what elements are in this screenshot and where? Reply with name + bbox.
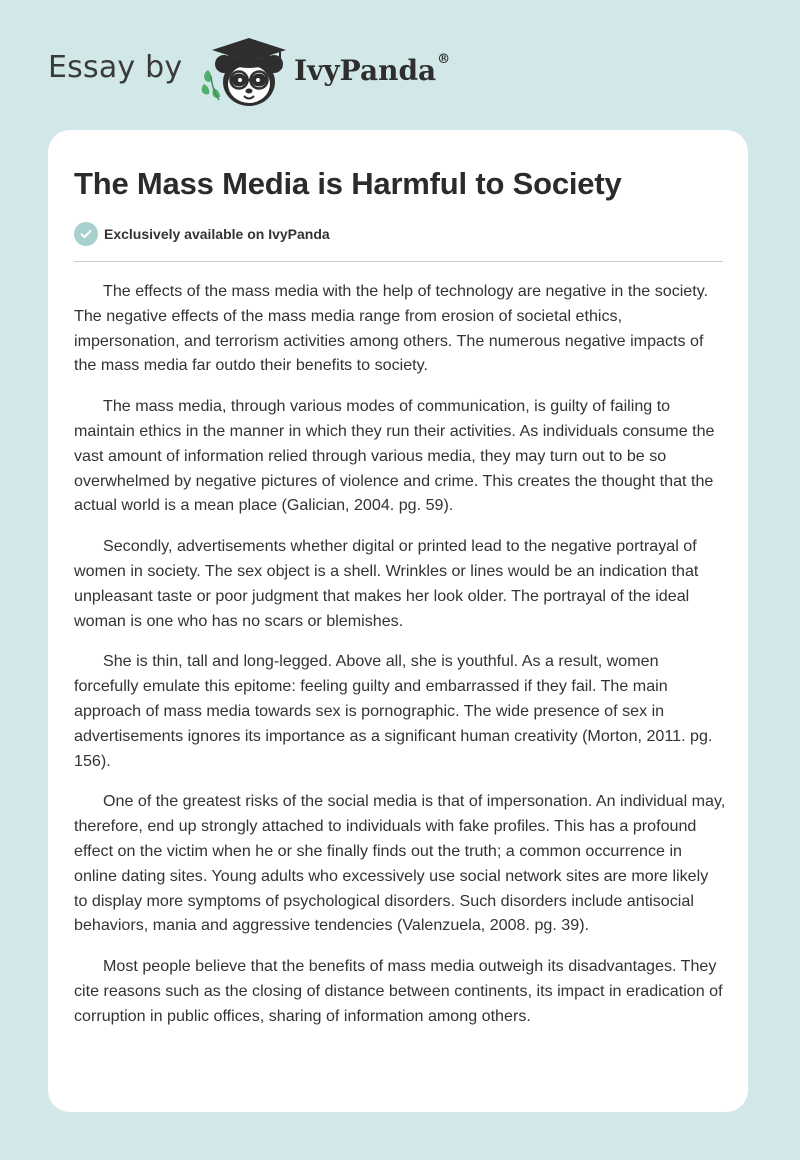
exclusive-badge [74, 222, 330, 246]
page-title: The Mass Media is Harmful to Society [74, 166, 622, 201]
site-header [48, 30, 508, 110]
ivy-leaf-icon [202, 70, 220, 100]
essay-by-label: Essay by [48, 50, 183, 85]
paragraph: She is thin, tall and long-legged. Above all, she is youthful. As a result, women forcefully emulate this epitome: feeling guilty and embarrassed if they fail. The main approach of mass media towards sex is pornographic. The wide presence of sex in advertisements ignores its importance as a significant human creativity (Morton, 2011. pg. 156). [74, 652, 713, 770]
brand-name[interactable] [294, 54, 450, 87]
paragraph: Most people believe that the benefits of mass media outweigh its disadvantages. They cite reasons such as the closing of distance between continents, its impact in eradication of corruption in public offices, sharing of information among others. [74, 957, 723, 1025]
exclusive-label: Exclusively available on IvyPanda [104, 226, 330, 242]
paragraph: One of the greatest risks of the social media is that of impersonation. An individual may, therefore, end up strongly attached to individuals with fake profiles. This has a profound effect on the victim when he or she finally finds out the truth; a common occurrence in online dating sites. Young adults who excessively use social network sites are more likely to display more symptoms of psychological disorders. Such disorders include antisocial behaviors, mania and aggressive tendencies (Valenzuela, 2008. pg. 39). [74, 792, 726, 935]
essay-card [48, 130, 748, 1112]
essay-body [74, 279, 726, 1045]
paragraph: The mass media, through various modes of communication, is guilty of failing to maintain ethics in the manner in which they run their activities. As individuals consume the vast amount of information relied through various media, they may turn out to be so overwhelmed by negative pictures of violence and crime. This creates the thought that the actual world is a mean place (Galician, 2004. pg. 59). [74, 397, 715, 515]
registered-mark: ® [437, 52, 451, 67]
panda-graduate-icon[interactable] [200, 30, 290, 110]
check-circle-icon [74, 222, 98, 246]
paragraph: Secondly, advertisements whether digital or printed lead to the negative portrayal of women in society. The sex object is a shell. Wrinkles or lines would be an indication that unpleasant taste or poor judgment that makes her look older. The portrayal of the ideal woman is one who has no scars or blemishes. [74, 537, 699, 630]
paragraph: The effects of the mass media with the help of technology are negative in the society. The negative effects of the mass media range from erosion of societal ethics, impersonation, and terrorism activities among others. The numerous negative impacts of the mass media far outdo their benefits to society. [74, 282, 709, 375]
divider [74, 261, 723, 262]
brand-label: IvyPanda [294, 54, 437, 87]
